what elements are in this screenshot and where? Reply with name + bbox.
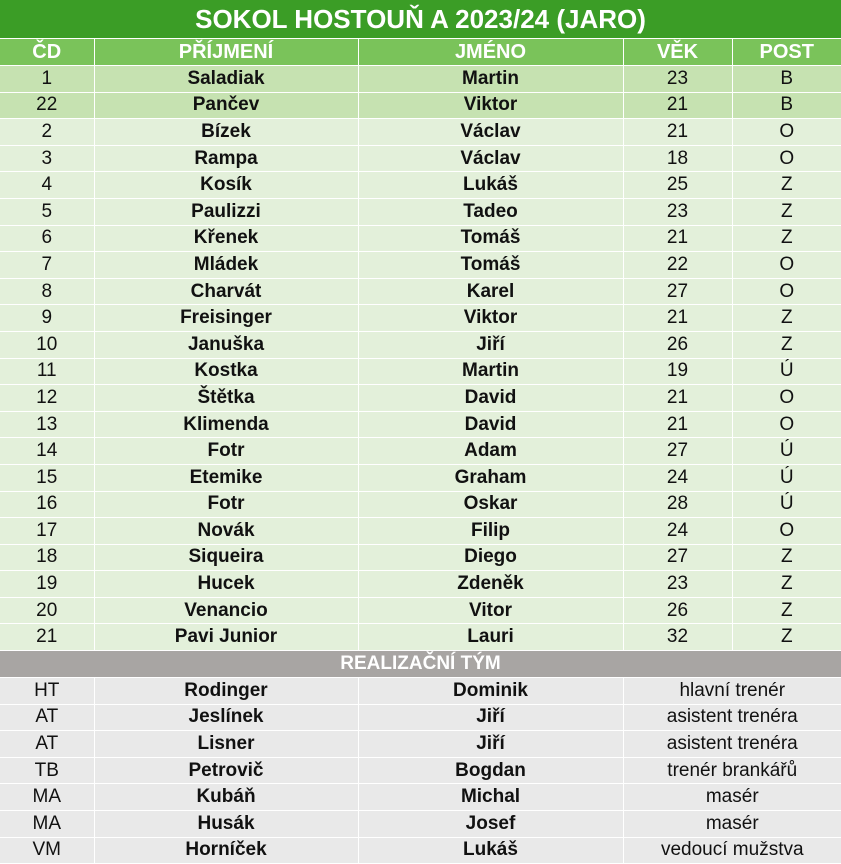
staff-first-name: Jiří	[358, 731, 623, 758]
player-first-name: Jiří	[358, 331, 623, 358]
staff-code: AT	[0, 704, 94, 731]
player-number: 13	[0, 411, 94, 438]
player-number: 18	[0, 544, 94, 571]
player-first-name: Tadeo	[358, 198, 623, 225]
staff-surname: Kubáň	[94, 784, 358, 811]
player-position: O	[732, 252, 841, 279]
player-position: O	[732, 145, 841, 172]
player-row	[0, 252, 841, 279]
player-position: Ú	[732, 464, 841, 491]
player-age: 21	[623, 411, 732, 438]
staff-first-name: Lukáš	[358, 837, 623, 864]
player-number: 8	[0, 278, 94, 305]
staff-first-name: Michal	[358, 784, 623, 811]
player-row	[0, 198, 841, 225]
player-row	[0, 119, 841, 146]
player-number: 12	[0, 385, 94, 412]
player-surname: Venancio	[94, 597, 358, 624]
player-first-name: Filip	[358, 518, 623, 545]
player-number: 7	[0, 252, 94, 279]
player-first-name: Viktor	[358, 92, 623, 119]
player-surname: Pančev	[94, 92, 358, 119]
player-number: 16	[0, 491, 94, 518]
player-number: 14	[0, 438, 94, 465]
player-row	[0, 518, 841, 545]
player-surname: Fotr	[94, 491, 358, 518]
player-row	[0, 624, 841, 651]
player-age: 32	[623, 624, 732, 651]
player-age: 21	[623, 119, 732, 146]
staff-row	[0, 757, 841, 784]
staff-role: vedoucí mužstva	[623, 837, 841, 864]
staff-role: trenér brankářů	[623, 757, 841, 784]
player-first-name: Tomáš	[358, 252, 623, 279]
player-age: 24	[623, 518, 732, 545]
staff-role: masér	[623, 811, 841, 838]
player-position: Z	[732, 597, 841, 624]
player-first-name: Graham	[358, 464, 623, 491]
player-row	[0, 571, 841, 598]
staff-first-name: Bogdan	[358, 757, 623, 784]
player-position: Z	[732, 225, 841, 252]
staff-code: VM	[0, 837, 94, 864]
player-age: 23	[623, 66, 732, 93]
player-age: 27	[623, 544, 732, 571]
staff-row	[0, 731, 841, 758]
player-position: Z	[732, 624, 841, 651]
player-surname: Etemike	[94, 464, 358, 491]
player-first-name: David	[358, 411, 623, 438]
player-first-name: David	[358, 385, 623, 412]
player-first-name: Oskar	[358, 491, 623, 518]
player-first-name: Lauri	[358, 624, 623, 651]
player-number: 19	[0, 571, 94, 598]
staff-section-title: REALIZAČNÍ TÝM	[0, 651, 841, 678]
player-age: 26	[623, 597, 732, 624]
player-row	[0, 278, 841, 305]
player-surname: Freisinger	[94, 305, 358, 332]
player-number: 21	[0, 624, 94, 651]
player-first-name: Viktor	[358, 305, 623, 332]
player-row	[0, 172, 841, 199]
player-surname: Kosík	[94, 172, 358, 199]
player-age: 19	[623, 358, 732, 385]
player-first-name: Diego	[358, 544, 623, 571]
player-surname: Bízek	[94, 119, 358, 146]
staff-first-name: Dominik	[358, 678, 623, 705]
player-surname: Saladiak	[94, 66, 358, 93]
player-number: 3	[0, 145, 94, 172]
player-surname: Rampa	[94, 145, 358, 172]
player-number: 20	[0, 597, 94, 624]
staff-code: AT	[0, 731, 94, 758]
player-surname: Novák	[94, 518, 358, 545]
column-header-post: POST	[732, 39, 841, 66]
player-surname: Křenek	[94, 225, 358, 252]
player-number: 10	[0, 331, 94, 358]
player-position: Ú	[732, 438, 841, 465]
staff-surname: Rodinger	[94, 678, 358, 705]
table-title: SOKOL HOSTOUŇ A 2023/24 (JARO)	[0, 0, 841, 39]
player-number: 4	[0, 172, 94, 199]
player-row	[0, 225, 841, 252]
player-number: 1	[0, 66, 94, 93]
player-age: 27	[623, 278, 732, 305]
player-age: 26	[623, 331, 732, 358]
column-header-surname: PŘÍJMENÍ	[94, 39, 358, 66]
player-surname: Paulizzi	[94, 198, 358, 225]
column-header-cd: ČD	[0, 39, 94, 66]
player-age: 27	[623, 438, 732, 465]
player-number: 11	[0, 358, 94, 385]
player-row	[0, 411, 841, 438]
player-first-name: Martin	[358, 358, 623, 385]
staff-surname: Horníček	[94, 837, 358, 864]
player-position: Z	[732, 172, 841, 199]
player-position: O	[732, 119, 841, 146]
player-row	[0, 358, 841, 385]
staff-row	[0, 811, 841, 838]
player-number: 6	[0, 225, 94, 252]
player-age: 23	[623, 571, 732, 598]
staff-code: MA	[0, 811, 94, 838]
player-first-name: Václav	[358, 145, 623, 172]
player-position: Z	[732, 544, 841, 571]
player-row	[0, 544, 841, 571]
title-row	[0, 0, 841, 39]
player-row	[0, 305, 841, 332]
player-position: Z	[732, 305, 841, 332]
staff-row	[0, 784, 841, 811]
player-surname: Štětka	[94, 385, 358, 412]
player-age: 25	[623, 172, 732, 199]
player-age: 21	[623, 305, 732, 332]
staff-role: hlavní trenér	[623, 678, 841, 705]
player-row	[0, 66, 841, 93]
player-position: Ú	[732, 491, 841, 518]
player-surname: Pavi Junior	[94, 624, 358, 651]
player-age: 24	[623, 464, 732, 491]
player-first-name: Lukáš	[358, 172, 623, 199]
staff-role: asistent trenéra	[623, 704, 841, 731]
player-surname: Fotr	[94, 438, 358, 465]
player-row	[0, 491, 841, 518]
staff-surname: Husák	[94, 811, 358, 838]
player-number: 5	[0, 198, 94, 225]
player-first-name: Adam	[358, 438, 623, 465]
player-first-name: Tomáš	[358, 225, 623, 252]
player-age: 22	[623, 252, 732, 279]
player-row	[0, 92, 841, 119]
player-surname: Mládek	[94, 252, 358, 279]
staff-surname: Petrovič	[94, 757, 358, 784]
player-first-name: Karel	[358, 278, 623, 305]
player-age: 21	[623, 385, 732, 412]
staff-first-name: Jiří	[358, 704, 623, 731]
player-number: 15	[0, 464, 94, 491]
staff-row	[0, 837, 841, 864]
player-position: Z	[732, 571, 841, 598]
player-position: Z	[732, 331, 841, 358]
staff-surname: Lisner	[94, 731, 358, 758]
player-surname: Januška	[94, 331, 358, 358]
header-row	[0, 39, 841, 66]
player-age: 21	[623, 92, 732, 119]
staff-header-row	[0, 651, 841, 678]
player-position: B	[732, 92, 841, 119]
player-age: 28	[623, 491, 732, 518]
player-number: 22	[0, 92, 94, 119]
player-age: 23	[623, 198, 732, 225]
staff-surname: Jeslínek	[94, 704, 358, 731]
player-row	[0, 145, 841, 172]
player-position: Ú	[732, 358, 841, 385]
player-position: B	[732, 66, 841, 93]
player-surname: Klimenda	[94, 411, 358, 438]
player-position: O	[732, 278, 841, 305]
staff-code: TB	[0, 757, 94, 784]
player-position: O	[732, 385, 841, 412]
player-age: 18	[623, 145, 732, 172]
player-first-name: Zdeněk	[358, 571, 623, 598]
column-header-name: JMÉNO	[358, 39, 623, 66]
staff-row	[0, 704, 841, 731]
player-surname: Charvát	[94, 278, 358, 305]
staff-role: masér	[623, 784, 841, 811]
staff-row	[0, 678, 841, 705]
player-age: 21	[623, 225, 732, 252]
player-surname: Kostka	[94, 358, 358, 385]
player-first-name: Martin	[358, 66, 623, 93]
player-row	[0, 331, 841, 358]
player-surname: Hucek	[94, 571, 358, 598]
player-number: 17	[0, 518, 94, 545]
staff-code: HT	[0, 678, 94, 705]
player-surname: Siqueira	[94, 544, 358, 571]
player-number: 9	[0, 305, 94, 332]
player-position: O	[732, 518, 841, 545]
staff-role: asistent trenéra	[623, 731, 841, 758]
player-row	[0, 597, 841, 624]
player-first-name: Václav	[358, 119, 623, 146]
player-first-name: Vitor	[358, 597, 623, 624]
player-row	[0, 438, 841, 465]
column-header-age: VĚK	[623, 39, 732, 66]
player-position: O	[732, 411, 841, 438]
player-number: 2	[0, 119, 94, 146]
staff-first-name: Josef	[358, 811, 623, 838]
player-row	[0, 464, 841, 491]
staff-code: MA	[0, 784, 94, 811]
player-position: Z	[732, 198, 841, 225]
player-row	[0, 385, 841, 412]
